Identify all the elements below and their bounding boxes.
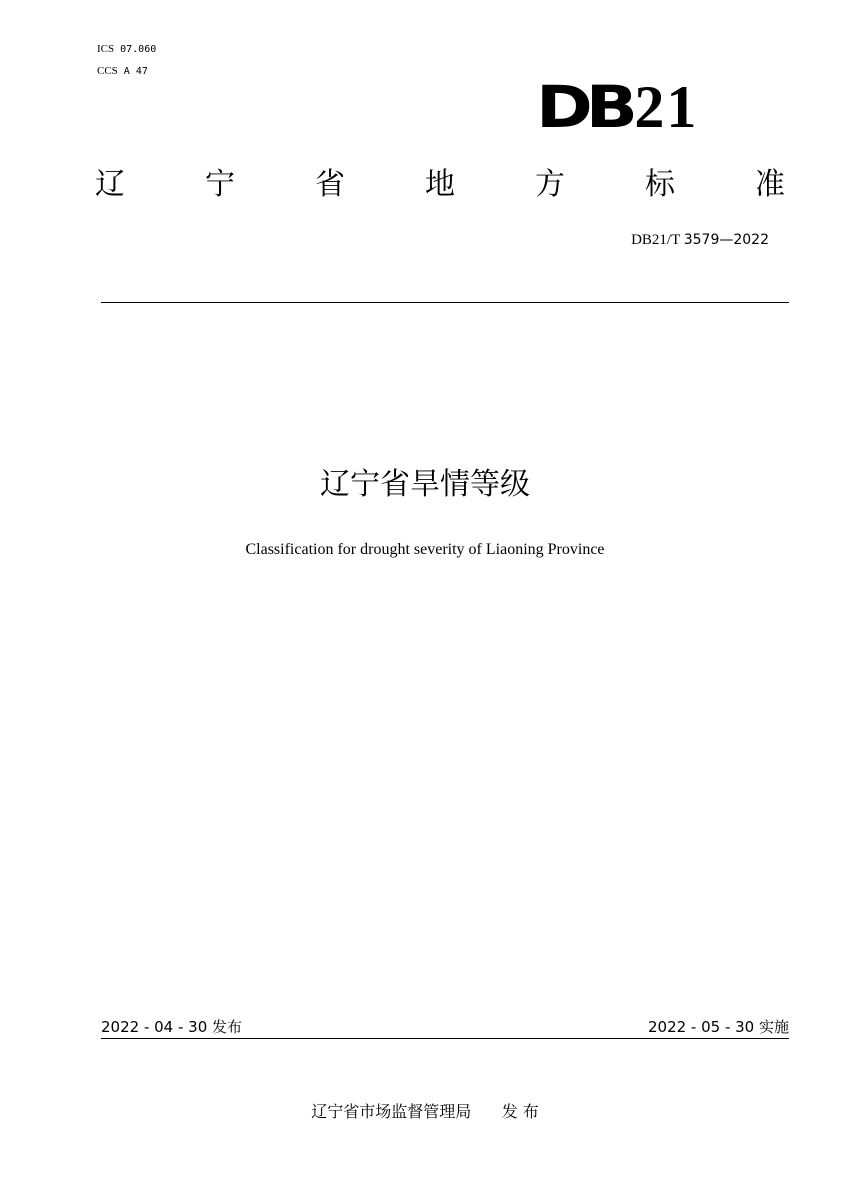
english-title: Classification for drought severity of Liaoning Province: [245, 541, 605, 558]
db-logo-code: 21: [634, 74, 699, 140]
ics-code-line: [97, 42, 156, 57]
ccs-label: CCS: [97, 65, 118, 77]
footer-divider: [101, 1038, 789, 1039]
standard-type-char: 标: [645, 167, 675, 202]
implementation-date: 2022 - 05 - 30 实施: [647, 1018, 789, 1036]
standard-type-char: 省: [315, 167, 345, 202]
db-logo: [536, 73, 699, 141]
db-logo-letters: DB: [536, 73, 631, 141]
ccs-code: A 47: [123, 66, 148, 77]
ccs-code-line: [97, 64, 148, 79]
ics-code: 07.060: [120, 44, 157, 55]
standard-type-heading: [95, 165, 785, 205]
standard-type-char: 地: [425, 167, 455, 202]
issuer-action: 发 布: [501, 1102, 539, 1121]
standard-number-prefix: DB21/T: [631, 232, 681, 248]
header-divider: [101, 302, 789, 303]
chinese-title: 辽宁省旱情等级: [320, 467, 530, 502]
standard-type-char: 准: [755, 167, 785, 202]
standard-type-char: 辽: [95, 167, 125, 202]
standard-number: [631, 232, 769, 249]
issue-date: 2022 - 04 - 30 发布: [101, 1018, 243, 1036]
ics-label: ICS: [97, 43, 115, 55]
standard-type-char: 宁: [205, 167, 235, 202]
standard-number-value: 3579—2022: [683, 232, 769, 248]
issuer-name: 辽宁省市场监督管理局: [311, 1102, 472, 1121]
standard-type-char: 方: [535, 167, 565, 202]
issuer-line: [0, 1101, 850, 1123]
